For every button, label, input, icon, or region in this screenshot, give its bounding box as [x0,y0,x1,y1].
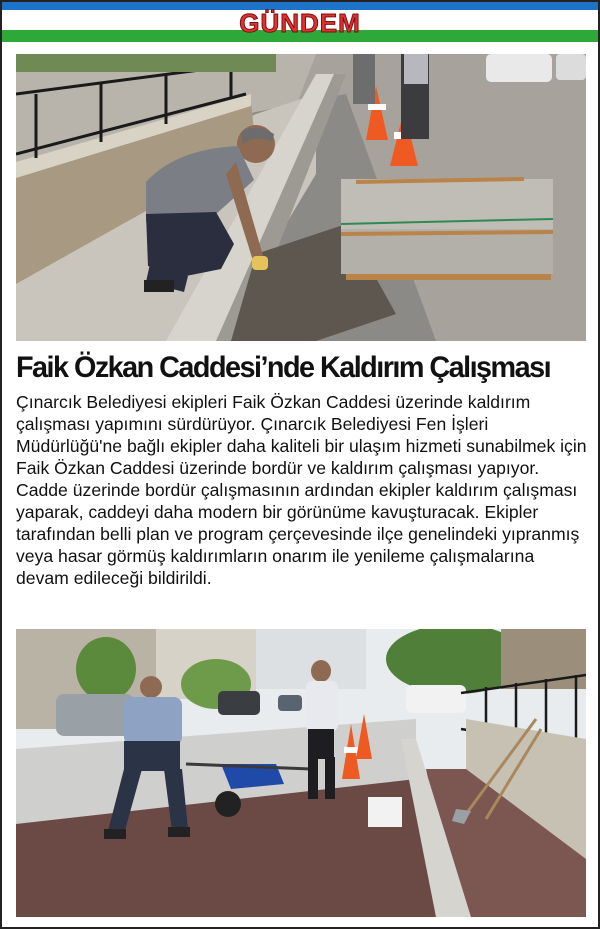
article-headline: Faik Özkan Caddesi’nde Kaldırım Çalışması [16,351,551,384]
section-title: GÜNDEM [239,8,361,38]
photo-wheelbarrow-work [16,629,586,917]
article-body [16,391,590,589]
photo-curb-work [16,54,586,341]
article-body-text: Çınarcık Belediyesi ekipleri Faik Özkan Caddesi üzerinde kaldırım çalışması yapımını sürdürüyor. Çınarcık Belediyesi Fen İşleri Müdürlüğü'ne bağlı ekipler daha kaliteli bir ulaşım hizmeti sunabilmek için Faik Özkan Caddesi üzerinde bordür ve kaldırım çalışması yapıyor. Cadde üzerinde bordür çalışmasının ardından ekipler kaldırım çalışması yaparak, caddeyi daha modern bir görünüme kavuşturacak. Ekipler tarafından belli plan ve program çerçevesinde ilçe genelindeki yıpranmış veya hasar görmüş kaldırımların onarım ile yenileme çalışmalarına devam edileceği bildirildi. [16,392,587,588]
section-header [2,2,598,42]
